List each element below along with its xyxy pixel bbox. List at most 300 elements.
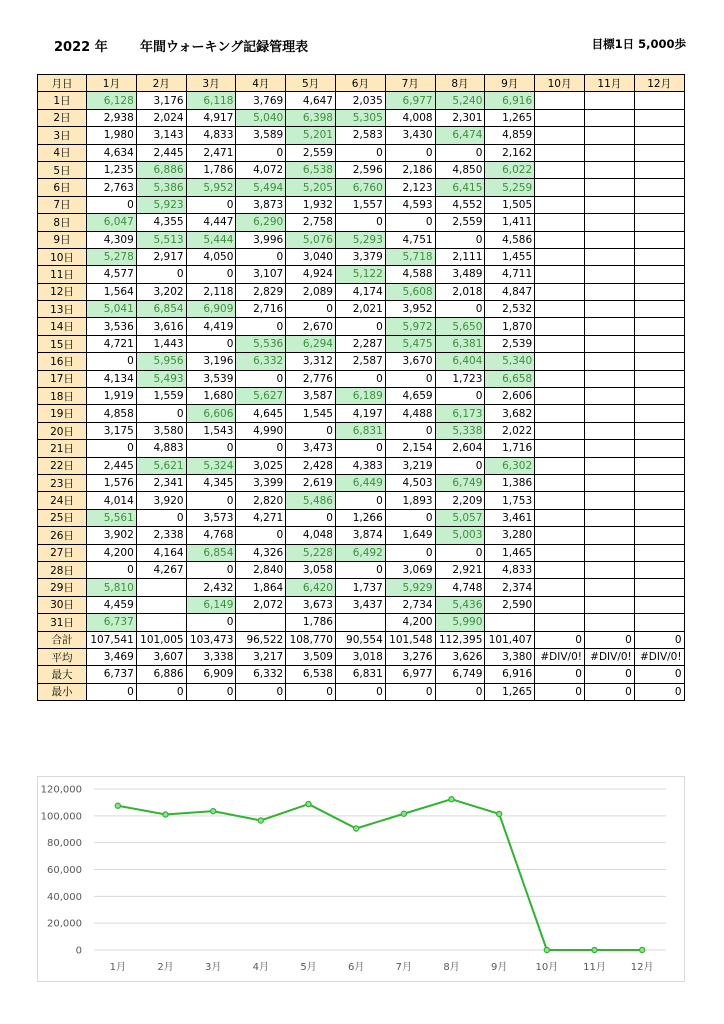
step-cell xyxy=(535,231,585,248)
step-cell xyxy=(634,318,684,335)
step-cell xyxy=(535,422,585,439)
step-cell xyxy=(634,405,684,422)
step-cell: 3,175 xyxy=(87,422,137,439)
step-cell-goal-met: 6,398 xyxy=(286,109,336,126)
step-cell xyxy=(584,214,634,231)
step-cell: 4,647 xyxy=(286,92,336,109)
day-row xyxy=(38,440,685,457)
summary-cell: #DIV/0! xyxy=(634,648,684,665)
step-cell xyxy=(584,127,634,144)
step-cell: 3,539 xyxy=(186,370,236,387)
step-cell-goal-met: 5,608 xyxy=(385,283,435,300)
step-cell xyxy=(634,457,684,474)
data-point xyxy=(449,797,454,802)
step-cell-goal-met: 6,149 xyxy=(186,596,236,613)
step-cell: 0 xyxy=(335,144,385,161)
step-cell xyxy=(535,544,585,561)
step-cell xyxy=(584,92,634,109)
step-cell: 0 xyxy=(435,301,485,318)
step-cell-goal-met: 5,810 xyxy=(87,579,137,596)
step-cell-goal-met: 5,386 xyxy=(136,179,186,196)
step-cell: 1,265 xyxy=(485,109,535,126)
step-cell xyxy=(535,614,585,631)
walking-record-table xyxy=(37,74,685,701)
step-cell xyxy=(584,422,634,439)
x-tick-label: 12月 xyxy=(630,962,654,973)
step-cell xyxy=(584,109,634,126)
step-cell: 3,769 xyxy=(236,92,286,109)
x-tick-label: 4月 xyxy=(252,962,270,973)
step-cell xyxy=(535,127,585,144)
step-cell xyxy=(535,561,585,578)
step-cell xyxy=(535,248,585,265)
step-cell-goal-met: 5,929 xyxy=(385,579,435,596)
day-label: 10日 xyxy=(38,248,87,265)
step-cell: 4,050 xyxy=(186,248,236,265)
step-cell-goal-met: 5,228 xyxy=(286,544,336,561)
step-cell: 4,833 xyxy=(485,561,535,578)
summary-label: 最大 xyxy=(38,666,87,683)
step-cell xyxy=(136,579,186,596)
step-cell-goal-met: 6,606 xyxy=(186,405,236,422)
step-cell: 1,559 xyxy=(136,388,186,405)
step-cell-goal-met: 5,293 xyxy=(335,231,385,248)
step-cell-goal-met: 5,201 xyxy=(286,127,336,144)
x-tick-label: 5月 xyxy=(300,962,317,973)
step-cell xyxy=(535,335,585,352)
step-cell xyxy=(634,196,684,213)
summary-cell: 101,548 xyxy=(385,631,435,648)
day-row xyxy=(38,353,685,370)
day-row xyxy=(38,266,685,283)
summary-cell: 6,737 xyxy=(87,666,137,683)
step-cell: 1,723 xyxy=(435,370,485,387)
step-cell xyxy=(535,301,585,318)
summary-cell: 0 xyxy=(584,666,634,683)
step-cell-goal-met: 5,627 xyxy=(236,388,286,405)
step-cell xyxy=(584,353,634,370)
step-cell: 1,564 xyxy=(87,283,137,300)
day-row xyxy=(38,109,685,126)
summary-cell: 1,265 xyxy=(485,683,535,700)
summary-cell: 0 xyxy=(286,683,336,700)
step-cell: 0 xyxy=(186,266,236,283)
step-cell: 4,200 xyxy=(385,614,435,631)
step-cell: 0 xyxy=(335,492,385,509)
x-tick-label: 11月 xyxy=(583,962,606,973)
step-cell: 4,174 xyxy=(335,283,385,300)
step-cell: 4,048 xyxy=(286,527,336,544)
step-cell-goal-met: 6,189 xyxy=(335,388,385,405)
summary-cell: 0 xyxy=(335,683,385,700)
data-point xyxy=(258,818,263,823)
step-cell: 3,682 xyxy=(485,405,535,422)
summary-cell: 101,407 xyxy=(485,631,535,648)
step-cell xyxy=(584,614,634,631)
step-cell: 2,559 xyxy=(435,214,485,231)
step-cell xyxy=(634,214,684,231)
step-cell: 3,143 xyxy=(136,127,186,144)
step-cell: 2,590 xyxy=(485,596,535,613)
step-cell xyxy=(634,561,684,578)
summary-cell: 101,005 xyxy=(136,631,186,648)
step-cell: 4,309 xyxy=(87,231,137,248)
step-cell xyxy=(335,614,385,631)
day-label: 1日 xyxy=(38,92,87,109)
step-cell-goal-met: 6,909 xyxy=(186,301,236,318)
step-cell-goal-met: 5,621 xyxy=(136,457,186,474)
day-row xyxy=(38,457,685,474)
day-label: 4日 xyxy=(38,144,87,161)
step-cell xyxy=(584,318,634,335)
day-row xyxy=(38,388,685,405)
step-cell: 4,588 xyxy=(385,266,435,283)
step-cell xyxy=(634,614,684,631)
step-cell: 3,219 xyxy=(385,457,435,474)
step-cell xyxy=(236,614,286,631)
step-cell: 4,924 xyxy=(286,266,336,283)
step-cell xyxy=(634,301,684,318)
step-cell: 0 xyxy=(385,422,435,439)
step-cell: 2,604 xyxy=(435,440,485,457)
step-cell: 0 xyxy=(236,248,286,265)
step-cell: 0 xyxy=(136,405,186,422)
summary-cell: 108,770 xyxy=(286,631,336,648)
step-cell: 2,445 xyxy=(136,144,186,161)
month-header: 5月 xyxy=(286,75,336,92)
step-cell: 4,577 xyxy=(87,266,137,283)
step-cell: 0 xyxy=(385,214,435,231)
summary-cell: 0 xyxy=(535,631,585,648)
step-cell xyxy=(535,440,585,457)
summary-cell: #DIV/0! xyxy=(584,648,634,665)
step-cell xyxy=(535,92,585,109)
step-cell: 4,552 xyxy=(435,196,485,213)
step-cell: 2,921 xyxy=(435,561,485,578)
step-cell xyxy=(584,388,634,405)
step-cell xyxy=(584,405,634,422)
step-cell: 3,312 xyxy=(286,353,336,370)
month-header: 8月 xyxy=(435,75,485,92)
step-cell: 0 xyxy=(286,301,336,318)
step-cell: 1,455 xyxy=(485,248,535,265)
step-cell xyxy=(584,561,634,578)
step-cell: 3,996 xyxy=(236,231,286,248)
x-tick-label: 9月 xyxy=(490,962,508,973)
step-cell: 0 xyxy=(87,561,137,578)
step-cell: 1,737 xyxy=(335,579,385,596)
step-cell-goal-met: 5,956 xyxy=(136,353,186,370)
summary-cell: 3,626 xyxy=(435,648,485,665)
step-cell-goal-met: 5,952 xyxy=(186,179,236,196)
step-cell xyxy=(535,509,585,526)
summary-cell: 6,977 xyxy=(385,666,435,683)
day-row xyxy=(38,179,685,196)
day-label: 18日 xyxy=(38,388,87,405)
step-cell: 0 xyxy=(435,388,485,405)
data-point xyxy=(163,812,168,817)
step-cell: 1,649 xyxy=(385,527,435,544)
step-cell-goal-met: 5,972 xyxy=(385,318,435,335)
summary-cell: 0 xyxy=(385,683,435,700)
day-label: 26日 xyxy=(38,527,87,544)
step-cell: 4,586 xyxy=(485,231,535,248)
daily-goal-label: 目標1日 5,000歩 xyxy=(591,37,686,51)
summary-cell: 0 xyxy=(634,683,684,700)
step-cell: 3,196 xyxy=(186,353,236,370)
step-cell: 3,069 xyxy=(385,561,435,578)
step-cell-goal-met: 6,854 xyxy=(186,544,236,561)
step-cell xyxy=(634,440,684,457)
day-row xyxy=(38,509,685,526)
month-header: 11月 xyxy=(584,75,634,92)
step-cell: 2,123 xyxy=(385,179,435,196)
step-cell xyxy=(634,509,684,526)
step-cell-goal-met: 6,831 xyxy=(335,422,385,439)
day-row xyxy=(38,231,685,248)
step-cell-goal-met: 6,977 xyxy=(385,92,435,109)
step-cell: 1,557 xyxy=(335,196,385,213)
step-cell xyxy=(634,422,684,439)
step-cell-goal-met: 5,278 xyxy=(87,248,137,265)
step-cell xyxy=(535,596,585,613)
step-cell xyxy=(634,248,684,265)
step-cell: 0 xyxy=(435,457,485,474)
step-cell: 0 xyxy=(435,144,485,161)
day-row xyxy=(38,161,685,178)
step-cell: 0 xyxy=(186,492,236,509)
step-cell xyxy=(634,231,684,248)
day-label: 19日 xyxy=(38,405,87,422)
step-cell: 0 xyxy=(335,318,385,335)
x-tick-label: 1月 xyxy=(109,962,127,973)
day-label: 28日 xyxy=(38,561,87,578)
step-cell: 0 xyxy=(335,561,385,578)
summary-cell: 3,217 xyxy=(236,648,286,665)
day-row xyxy=(38,283,685,300)
step-cell: 1,386 xyxy=(485,474,535,491)
step-cell xyxy=(535,266,585,283)
step-cell: 2,072 xyxy=(236,596,286,613)
step-cell: 3,430 xyxy=(385,127,435,144)
x-tick-label: 8月 xyxy=(443,962,460,973)
step-cell: 0 xyxy=(286,422,336,439)
step-cell: 3,920 xyxy=(136,492,186,509)
step-cell: 1,411 xyxy=(485,214,535,231)
day-label: 14日 xyxy=(38,318,87,335)
step-cell: 3,536 xyxy=(87,318,137,335)
summary-cell: 107,541 xyxy=(87,631,137,648)
step-cell-goal-met: 6,302 xyxy=(485,457,535,474)
step-cell xyxy=(584,231,634,248)
month-header: 4月 xyxy=(236,75,286,92)
step-cell xyxy=(634,109,684,126)
step-cell xyxy=(535,353,585,370)
step-cell: 3,573 xyxy=(186,509,236,526)
step-cell-goal-met: 6,047 xyxy=(87,214,137,231)
step-cell xyxy=(634,353,684,370)
step-cell: 4,267 xyxy=(136,561,186,578)
step-cell: 4,883 xyxy=(136,440,186,457)
step-cell: 4,072 xyxy=(236,161,286,178)
step-cell: 4,850 xyxy=(435,161,485,178)
step-cell-goal-met: 6,290 xyxy=(236,214,286,231)
step-cell: 2,024 xyxy=(136,109,186,126)
summary-label: 合計 xyxy=(38,631,87,648)
step-cell: 3,058 xyxy=(286,561,336,578)
step-cell xyxy=(584,509,634,526)
day-row xyxy=(38,335,685,352)
step-cell: 4,447 xyxy=(186,214,236,231)
step-cell: 2,829 xyxy=(236,283,286,300)
step-cell: 1,980 xyxy=(87,127,137,144)
step-cell-goal-met: 6,420 xyxy=(286,579,336,596)
step-cell: 4,833 xyxy=(186,127,236,144)
y-tick-label: 0 xyxy=(75,945,82,957)
step-cell: 1,753 xyxy=(485,492,535,509)
day-row xyxy=(38,422,685,439)
step-cell xyxy=(535,388,585,405)
step-cell-goal-met: 6,118 xyxy=(186,92,236,109)
step-cell: 4,917 xyxy=(186,109,236,126)
step-cell xyxy=(485,614,535,631)
day-row xyxy=(38,596,685,613)
step-cell xyxy=(535,109,585,126)
month-header: 9月 xyxy=(485,75,535,92)
step-cell: 4,459 xyxy=(87,596,137,613)
step-cell xyxy=(584,335,634,352)
step-cell: 0 xyxy=(236,527,286,544)
step-cell: 2,118 xyxy=(186,283,236,300)
day-label: 27日 xyxy=(38,544,87,561)
step-cell xyxy=(584,144,634,161)
step-cell xyxy=(634,492,684,509)
step-cell: 2,186 xyxy=(385,161,435,178)
data-point xyxy=(211,809,216,814)
summary-cell: 6,749 xyxy=(435,666,485,683)
step-cell xyxy=(535,161,585,178)
summary-row xyxy=(38,666,685,683)
step-cell-goal-met: 5,324 xyxy=(186,457,236,474)
step-cell: 4,659 xyxy=(385,388,435,405)
step-cell: 0 xyxy=(335,370,385,387)
step-cell xyxy=(535,527,585,544)
step-cell: 4,488 xyxy=(385,405,435,422)
step-cell-goal-met: 5,305 xyxy=(335,109,385,126)
step-cell-goal-met: 6,449 xyxy=(335,474,385,491)
step-cell: 0 xyxy=(435,231,485,248)
day-label: 5日 xyxy=(38,161,87,178)
step-cell-goal-met: 6,128 xyxy=(87,92,137,109)
step-cell-goal-met: 5,513 xyxy=(136,231,186,248)
summary-cell: #DIV/0! xyxy=(535,648,585,665)
step-cell-goal-met: 6,538 xyxy=(286,161,336,178)
summary-cell: 90,554 xyxy=(335,631,385,648)
day-row xyxy=(38,579,685,596)
day-label: 11日 xyxy=(38,266,87,283)
step-cell-goal-met: 5,340 xyxy=(485,353,535,370)
step-cell-goal-met: 6,854 xyxy=(136,301,186,318)
step-cell: 2,619 xyxy=(286,474,336,491)
step-cell-goal-met: 6,474 xyxy=(435,127,485,144)
step-cell: 4,768 xyxy=(186,527,236,544)
day-label: 8日 xyxy=(38,214,87,231)
day-label: 23日 xyxy=(38,474,87,491)
step-cell: 4,748 xyxy=(435,579,485,596)
step-cell: 4,593 xyxy=(385,196,435,213)
day-row xyxy=(38,561,685,578)
step-cell-goal-met: 6,737 xyxy=(87,614,137,631)
month-header-row xyxy=(38,75,685,92)
day-label: 16日 xyxy=(38,353,87,370)
step-cell: 0 xyxy=(87,196,137,213)
day-label: 17日 xyxy=(38,370,87,387)
step-cell: 2,917 xyxy=(136,248,186,265)
y-tick-label: 20,000 xyxy=(47,918,82,930)
summary-cell: 96,522 xyxy=(236,631,286,648)
summary-row xyxy=(38,683,685,700)
step-cell xyxy=(535,144,585,161)
step-cell: 0 xyxy=(136,509,186,526)
monthly-total-chart xyxy=(37,776,685,982)
day-label: 6日 xyxy=(38,179,87,196)
step-cell: 3,589 xyxy=(236,127,286,144)
step-cell-goal-met: 6,886 xyxy=(136,161,186,178)
step-cell xyxy=(535,196,585,213)
step-cell-goal-met: 5,475 xyxy=(385,335,435,352)
step-cell-goal-met: 6,916 xyxy=(485,92,535,109)
step-cell: 2,716 xyxy=(236,301,286,318)
summary-cell: 0 xyxy=(236,683,286,700)
step-cell: 2,021 xyxy=(335,301,385,318)
step-cell xyxy=(584,527,634,544)
step-cell: 4,197 xyxy=(335,405,385,422)
step-cell-goal-met: 6,658 xyxy=(485,370,535,387)
data-point xyxy=(497,811,502,816)
summary-cell: 3,380 xyxy=(485,648,535,665)
step-cell: 2,670 xyxy=(286,318,336,335)
step-cell: 3,587 xyxy=(286,388,336,405)
step-cell xyxy=(634,283,684,300)
step-cell-goal-met: 5,718 xyxy=(385,248,435,265)
summary-cell: 6,538 xyxy=(286,666,336,683)
step-cell: 4,008 xyxy=(385,109,435,126)
summary-cell: 0 xyxy=(584,683,634,700)
step-cell xyxy=(584,283,634,300)
step-cell-goal-met: 6,749 xyxy=(435,474,485,491)
step-cell: 4,014 xyxy=(87,492,137,509)
step-cell: 3,107 xyxy=(236,266,286,283)
step-cell: 2,428 xyxy=(286,457,336,474)
data-point xyxy=(401,811,406,816)
step-cell-goal-met: 5,057 xyxy=(435,509,485,526)
day-row xyxy=(38,370,685,387)
step-cell xyxy=(535,283,585,300)
step-cell xyxy=(535,474,585,491)
step-cell: 2,301 xyxy=(435,109,485,126)
step-cell: 2,209 xyxy=(435,492,485,509)
summary-cell: 103,473 xyxy=(186,631,236,648)
step-cell-goal-met: 5,493 xyxy=(136,370,186,387)
step-cell-goal-met: 5,122 xyxy=(335,266,385,283)
step-cell: 2,758 xyxy=(286,214,336,231)
step-cell: 3,025 xyxy=(236,457,286,474)
step-cell: 2,338 xyxy=(136,527,186,544)
step-cell xyxy=(634,596,684,613)
step-cell-goal-met: 5,436 xyxy=(435,596,485,613)
summary-cell: 0 xyxy=(584,631,634,648)
step-cell: 0 xyxy=(186,440,236,457)
